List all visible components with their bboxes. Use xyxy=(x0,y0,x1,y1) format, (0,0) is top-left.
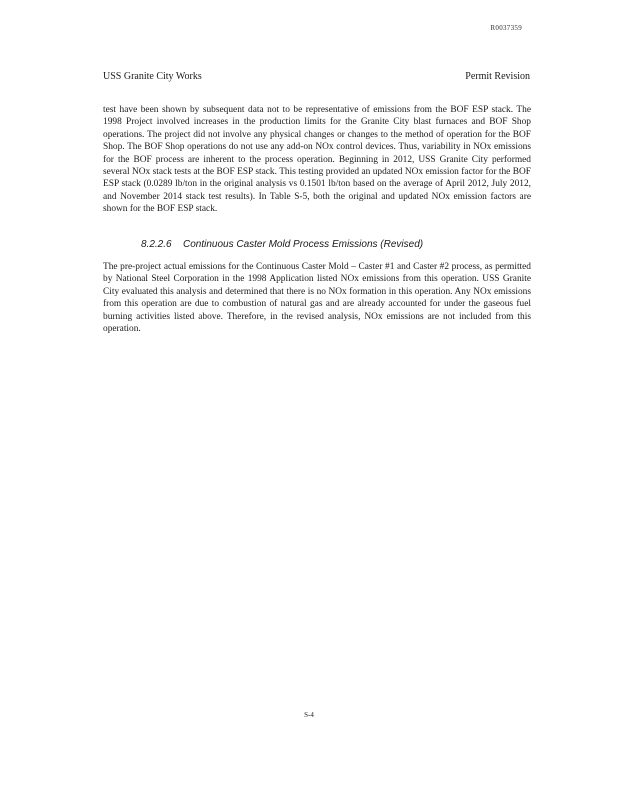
header-facility-name: USS Granite City Works xyxy=(103,71,202,82)
body-paragraph-caster-mold: The pre-project actual emissions for the Continuous Caster Mold – Caster #1 and Caster #2 process, as permitted by National Steel Corporation in the 1998 Application listed NOx emissions from this operation. USS Granite City evaluated this analysis and determined that there is no NOx formation in this operation. Any NOx emissions from this operation are due to combustion of natural gas and are already accounted for under the gaseous fuel burning activities listed above. Therefore, in the revised analysis, NOx emissions are not included from this operation. xyxy=(103,262,531,335)
body-paragraph-bof-emissions: test have been shown by subsequent data not to be representative of emissions from the BOF ESP stack. The 1998 Project involved increases in the production limits for the Granite City blast furnaces and BOF Shop operations. The project did not involve any physical changes or changes to the method of operation for the BOF Shop. The BOF Shop operations do not use any add-on NOx control devices. Thus, variability in NOx emissions for the BOF process are inherent to the process operation. Beginning in 2012, USS Granite City performed several NOx stack tests at the BOF ESP stack. This testing provided an updated NOx emission factor for the BOF ESP stack (0.0289 lb/ton in the original analysis vs 0.1501 lb/ton based on the average of April 2012, July 2012, and November 2014 stack test results). In Table S-5, both the original and updated NOx emission factors are shown for the BOF ESP stack. xyxy=(103,105,531,215)
page-number: S-4 xyxy=(304,711,314,719)
bates-number: R0037359 xyxy=(490,24,522,32)
section-title: Continuous Caster Mold Process Emissions (Revised) xyxy=(183,239,424,250)
section-number: 8.2.2.6 xyxy=(141,239,172,250)
section-heading xyxy=(141,239,531,250)
header-document-type: Permit Revision xyxy=(465,71,530,82)
